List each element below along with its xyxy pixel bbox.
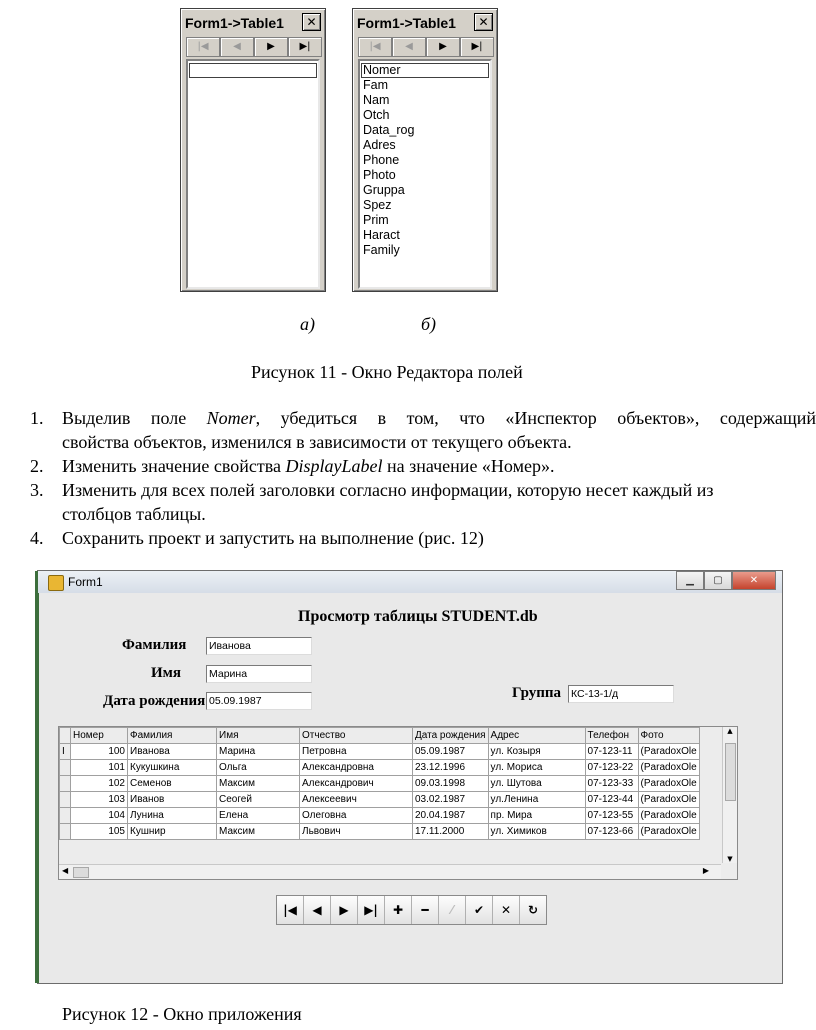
table-cell[interactable]: ул. Шутова (488, 776, 585, 792)
field-item-nam[interactable]: Nam (363, 93, 390, 107)
table-cell[interactable]: Кушнир (128, 824, 217, 840)
table-cell[interactable]: (ParadoxOle (638, 808, 699, 824)
row-indicator (60, 776, 71, 792)
table-cell[interactable]: 20.04.1987 (413, 808, 489, 824)
column-header[interactable]: Имя (217, 728, 300, 744)
table-row[interactable] (60, 808, 700, 824)
field-item-nomer[interactable]: Nomer (363, 63, 401, 77)
field-item-gruppa[interactable]: Gruppa (363, 183, 405, 197)
table-cell[interactable]: Елена (217, 808, 300, 824)
step-number: 3. (30, 480, 44, 500)
table-cell[interactable]: 07-123-44 (585, 792, 638, 808)
field-item-prim[interactable]: Prim (363, 213, 389, 227)
step-number: 4. (30, 528, 44, 548)
table-cell[interactable]: 104 (71, 808, 128, 824)
table-cell[interactable]: (ParadoxOle (638, 760, 699, 776)
table-cell[interactable]: 03.02.1987 (413, 792, 489, 808)
label-b: б) (421, 314, 437, 334)
label-imya: Имя (151, 665, 181, 681)
indicator-header (60, 728, 71, 744)
first-record-button[interactable]: |◀ (186, 37, 220, 57)
scroll-down-icon[interactable]: ▼ (727, 855, 733, 863)
table-cell[interactable]: 07-123-22 (585, 760, 638, 776)
next-record-button[interactable]: ▶ (331, 896, 358, 924)
vertical-scrollbar[interactable] (722, 727, 737, 863)
step-1-line-2: свойства объектов, изменился в зависимости от текущего объекта. (62, 432, 572, 452)
figure-11-caption: Рисунок 11 - Окно Редактора полей (251, 362, 523, 382)
table-row[interactable] (60, 776, 700, 792)
close-icon[interactable]: ✕ (302, 13, 321, 31)
table-cell[interactable]: Александровна (300, 760, 413, 776)
field-item-otch[interactable]: Otch (363, 108, 390, 122)
table-cell[interactable]: Олеговна (300, 808, 413, 824)
table-row[interactable] (60, 792, 700, 808)
scroll-up-icon[interactable]: ▲ (727, 727, 733, 735)
field-item-spez[interactable]: Spez (363, 198, 392, 212)
next-record-button[interactable]: ▶ (254, 37, 288, 57)
table-cell[interactable]: Иванова (128, 744, 217, 760)
table-cell[interactable]: 105 (71, 824, 128, 840)
grid-table (59, 727, 700, 840)
table-cell[interactable]: ул.Ленина (488, 792, 585, 808)
field-editor-title: Form1->Table1 (185, 15, 284, 31)
table-cell[interactable]: 23.12.1996 (413, 760, 489, 776)
table-cell[interactable]: Лунина (128, 808, 217, 824)
imya-field[interactable]: Марина (206, 665, 312, 683)
app-icon (48, 575, 64, 591)
form-heading: Просмотр таблицы STUDENT.db (298, 608, 538, 625)
table-cell[interactable]: (ParadoxOle (638, 744, 699, 760)
horizontal-scrollbar[interactable] (59, 864, 721, 879)
field-item-haract[interactable]: Haract (363, 228, 400, 242)
step-3-line-2: столбцов таблицы. (62, 504, 206, 524)
step-3-line-1: Изменить для всех полей заголовки согласно информации, которую несет каждый из (62, 480, 714, 500)
table-cell[interactable]: Максим (217, 776, 300, 792)
table-cell[interactable]: 07-123-33 (585, 776, 638, 792)
familiya-field[interactable]: Иванова (206, 637, 312, 655)
column-header[interactable]: Дата рождения (413, 728, 489, 744)
table-cell[interactable]: 05.09.1987 (413, 744, 489, 760)
label-a: а) (300, 314, 315, 334)
grid-header-row (60, 728, 700, 744)
row-indicator (60, 760, 71, 776)
delete-record-button[interactable]: ━ (412, 896, 439, 924)
table-cell[interactable]: Марина (217, 744, 300, 760)
table-cell[interactable]: 07-123-55 (585, 808, 638, 824)
row-indicator (60, 808, 71, 824)
table-cell[interactable]: Максим (217, 824, 300, 840)
insert-record-button[interactable]: ✚ (385, 896, 412, 924)
row-indicator (60, 824, 71, 840)
field-editor-window-b (352, 8, 498, 292)
scroll-left-icon[interactable]: ◀ (62, 866, 69, 875)
close-icon[interactable]: ✕ (474, 13, 493, 31)
table-cell[interactable]: ул. Козыря (488, 744, 585, 760)
focus-rect (361, 63, 489, 78)
table-cell[interactable]: Семенов (128, 776, 217, 792)
prior-record-button[interactable]: ◀ (304, 896, 331, 924)
field-editor-navigator (358, 37, 494, 55)
dob-field[interactable]: 05.09.1987 (206, 692, 312, 710)
step-number: 2. (30, 456, 44, 476)
label-familiya: Фамилия (122, 637, 187, 653)
table-cell[interactable]: Александрович (300, 776, 413, 792)
table-cell[interactable]: Алексеевич (300, 792, 413, 808)
table-cell[interactable]: 102 (71, 776, 128, 792)
table-cell[interactable]: ул. Мориса (488, 760, 585, 776)
maximize-icon[interactable]: ▢ (704, 571, 732, 590)
field-editor-navigator (186, 37, 322, 55)
table-cell[interactable]: ул. Химиков (488, 824, 585, 840)
table-cell[interactable]: 101 (71, 760, 128, 776)
table-cell[interactable]: 17.11.2000 (413, 824, 489, 840)
table-cell[interactable]: Петровна (300, 744, 413, 760)
last-record-button[interactable]: ▶| (288, 37, 322, 57)
table-cell[interactable]: Львович (300, 824, 413, 840)
title-bar[interactable] (38, 571, 782, 593)
window-controls (676, 571, 776, 590)
next-record-button[interactable]: ▶ (426, 37, 460, 57)
scroll-thumb[interactable] (725, 743, 736, 801)
table-cell[interactable]: пр. Мира (488, 808, 585, 824)
table-row[interactable] (60, 744, 700, 760)
table-cell[interactable]: Ольга (217, 760, 300, 776)
table-cell[interactable]: 07-123-66 (585, 824, 638, 840)
table-row[interactable] (60, 824, 700, 840)
desktop-edge (35, 571, 39, 983)
column-header[interactable]: Номер (71, 728, 128, 744)
refresh-button[interactable]: ↻ (520, 896, 546, 924)
post-record-button[interactable]: ✔ (466, 896, 493, 924)
field-item-family[interactable]: Family (363, 243, 400, 257)
column-header[interactable]: Отчество (300, 728, 413, 744)
table-cell[interactable]: Кукушкина (128, 760, 217, 776)
field-list-empty[interactable] (186, 59, 320, 289)
table-cell[interactable]: 100 (71, 744, 128, 760)
step-4-line-1: Сохранить проект и запустить на выполнение (рис. 12) (62, 528, 484, 548)
label-gruppa: Группа (512, 685, 562, 701)
table-cell[interactable]: (ParadoxOle (638, 792, 699, 808)
table-cell[interactable]: (ParadoxOle (638, 776, 699, 792)
field-editor-window-a (180, 8, 326, 292)
scroll-right-icon[interactable]: ▶ (702, 866, 709, 875)
field-item-fam[interactable]: Fam (363, 78, 388, 92)
column-header[interactable]: Адрес (488, 728, 585, 744)
minimize-icon[interactable]: ▁ (676, 571, 704, 590)
label-data-rozhdeniya: Дата рождения (103, 693, 206, 709)
last-record-button[interactable]: ▶| (460, 37, 494, 57)
field-item-data-rog[interactable]: Data_rog (363, 123, 415, 137)
close-icon[interactable]: ✕ (732, 571, 776, 590)
first-record-button[interactable]: |◀ (277, 896, 304, 924)
table-cell[interactable]: 103 (71, 792, 128, 808)
table-row[interactable] (60, 760, 700, 776)
edit-record-button[interactable]: ⁄ (439, 896, 466, 924)
field-item-phone[interactable]: Phone (363, 153, 400, 167)
window-title: Form1 (68, 575, 103, 589)
hscroll-thumb[interactable] (73, 867, 89, 878)
last-record-button[interactable]: ▶| (358, 896, 385, 924)
step-1-line-1: Выделив поле Nomer, убедиться в том, что «Инспектор объектов», содержащий (62, 408, 816, 428)
table-cell[interactable]: Сеогей (217, 792, 300, 808)
table-cell[interactable]: Иванов (128, 792, 217, 808)
row-indicator: I (60, 744, 71, 760)
db-navigator (276, 895, 547, 925)
first-record-button[interactable]: |◀ (358, 37, 392, 57)
focus-rect (189, 63, 317, 78)
step-number: 1. (30, 408, 44, 428)
students-grid[interactable] (58, 726, 738, 880)
step-2-line-1: Изменить значение свойства DisplayLabel на значение «Номер». (62, 456, 555, 476)
column-header[interactable]: Телефон (585, 728, 638, 744)
row-indicator (60, 792, 71, 808)
table-cell[interactable]: 09.03.1998 (413, 776, 489, 792)
field-item-adres[interactable]: Adres (363, 138, 396, 152)
cancel-edit-button[interactable]: ✕ (493, 896, 520, 924)
table-cell[interactable]: 07-123-11 (585, 744, 638, 760)
figure-12-caption: Рисунок 12 - Окно приложения (62, 1004, 302, 1024)
prior-record-button[interactable]: ◀ (392, 37, 426, 57)
prior-record-button[interactable]: ◀ (220, 37, 254, 57)
column-header[interactable]: Фамилия (128, 728, 217, 744)
gruppa-field[interactable]: КС-13-1/д (568, 685, 674, 703)
table-cell[interactable]: (ParadoxOle (638, 824, 699, 840)
field-item-photo[interactable]: Photo (363, 168, 396, 182)
field-editor-title: Form1->Table1 (357, 15, 456, 31)
field-list[interactable] (358, 59, 492, 289)
column-header[interactable]: Фото (638, 728, 699, 744)
